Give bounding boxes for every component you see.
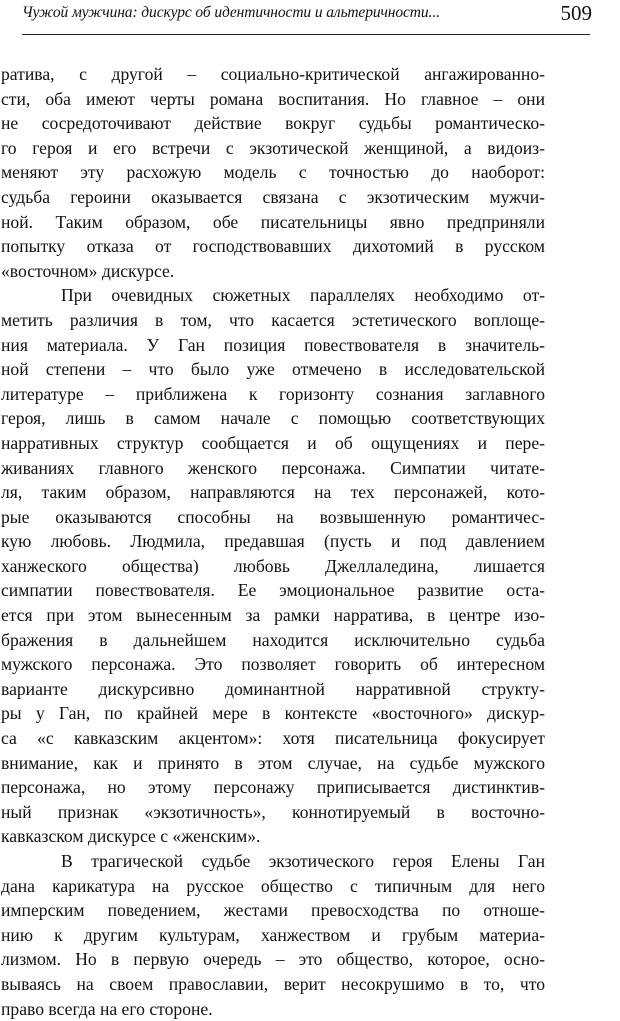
text-line: В трагической судьбе экзотического героя Елены Ган — [61, 851, 545, 871]
page-header — [22, 0, 592, 34]
paragraph — [1, 849, 545, 1021]
text-line: бражения в дальнейшем находится исключительно судьба — [1, 629, 545, 650]
paragraph — [1, 283, 545, 849]
text-line: ной степени – что было уже отмечено в исследовательской — [1, 359, 545, 380]
text-line: имперским поведением, жестами превосходства по отноше- — [1, 900, 545, 921]
text-line: кавказском дискурсе с «женским». — [1, 826, 261, 847]
page-number: 509 — [560, 1, 592, 25]
body-text — [1, 62, 545, 1021]
text-line: героя, лишь в самом начале с помощью соответствующих — [1, 408, 545, 429]
text-line: нарративных структур сообщается и об ощущениях и пере- — [1, 432, 545, 453]
text-line: право всегда на его стороне. — [1, 998, 213, 1019]
text-line: судьба героини оказывается связана с экзотическим мужчи- — [1, 186, 545, 207]
text-line: меняют эту расхожую модель с точностью до наоборот: — [1, 162, 545, 183]
text-line: ется при этом вынесенным за рамки нарратива, в центре изо- — [1, 605, 545, 626]
text-line: рые оказываются способны на возвышенную романтичес- — [1, 506, 545, 527]
text-line: метить различия в том, что касается эстетического воплоще- — [1, 309, 545, 330]
paragraph — [1, 62, 545, 283]
text-line: внимание, как и принято в этом случае, на судьбе мужского — [1, 752, 545, 773]
text-line: ханжеского общества) любовь Джеллаледина, лишается — [1, 555, 545, 576]
text-line: не сосредоточивают действие вокруг судьбы романтическо- — [1, 113, 545, 134]
text-line: вываясь на своем православии, верит несокрушимо в то, что — [1, 973, 545, 994]
text-line: са «с кавказским акцентом»: хотя писательница фокусирует — [1, 728, 545, 749]
text-line: попытку отказа от господствовавших дихотомий в русском — [1, 236, 545, 257]
text-line: персонажа, но этому персонажу приписывается дистинктив- — [1, 777, 545, 798]
text-line: симпатии повествователя. Ее эмоциональное развитие оста- — [1, 580, 545, 601]
text-line: ния материала. У Ган позиция повествователя в значитель- — [1, 334, 545, 355]
text-line: варианте дискурсивно доминантной нарративной структу- — [1, 678, 545, 699]
text-line: ратива, с другой – социально-критической ангажированно- — [1, 64, 545, 84]
text-line: нию к другим культурам, ханжеством и грубым материа- — [1, 924, 545, 945]
running-title: Чужой мужчина: дискурс об идентичности и альтеричности... — [22, 4, 440, 21]
text-line: литературе – приближена к горизонту сознания заглавного — [1, 383, 545, 404]
text-line: мужского персонажа. Это позволяет говорить об интересном — [1, 654, 545, 675]
text-line: ля, таким образом, направляются на тех персонажей, кото- — [1, 482, 545, 503]
text-line: кую любовь. Людмила, предавшая (пусть и под давлением — [1, 531, 545, 552]
text-line: сти, оба имеют черты романа воспитания. Но главное – они — [1, 88, 545, 109]
text-line: «восточном» дискурсе. — [1, 260, 175, 281]
text-line: лизмом. Но в первую очередь – это общество, которое, осно- — [1, 949, 545, 970]
text-line: дана карикатура на русское общество с типичным для него — [1, 875, 545, 896]
text-line: ры у Ган, по крайней мере в контексте «восточного» дискур- — [1, 703, 545, 724]
text-line: ный признак «экзотичность», коннотируемый в восточно- — [1, 801, 545, 822]
text-line: ной. Таким образом, обе писательницы явно предприняли — [1, 211, 545, 232]
text-line: го героя и его встречи с экзотической женщиной, а видоиз- — [1, 137, 545, 158]
text-line: живаниях главного женского персонажа. Симпатии читате- — [1, 457, 545, 478]
header-divider — [22, 34, 590, 35]
text-line: При очевидных сюжетных параллелях необходимо от- — [61, 285, 545, 306]
